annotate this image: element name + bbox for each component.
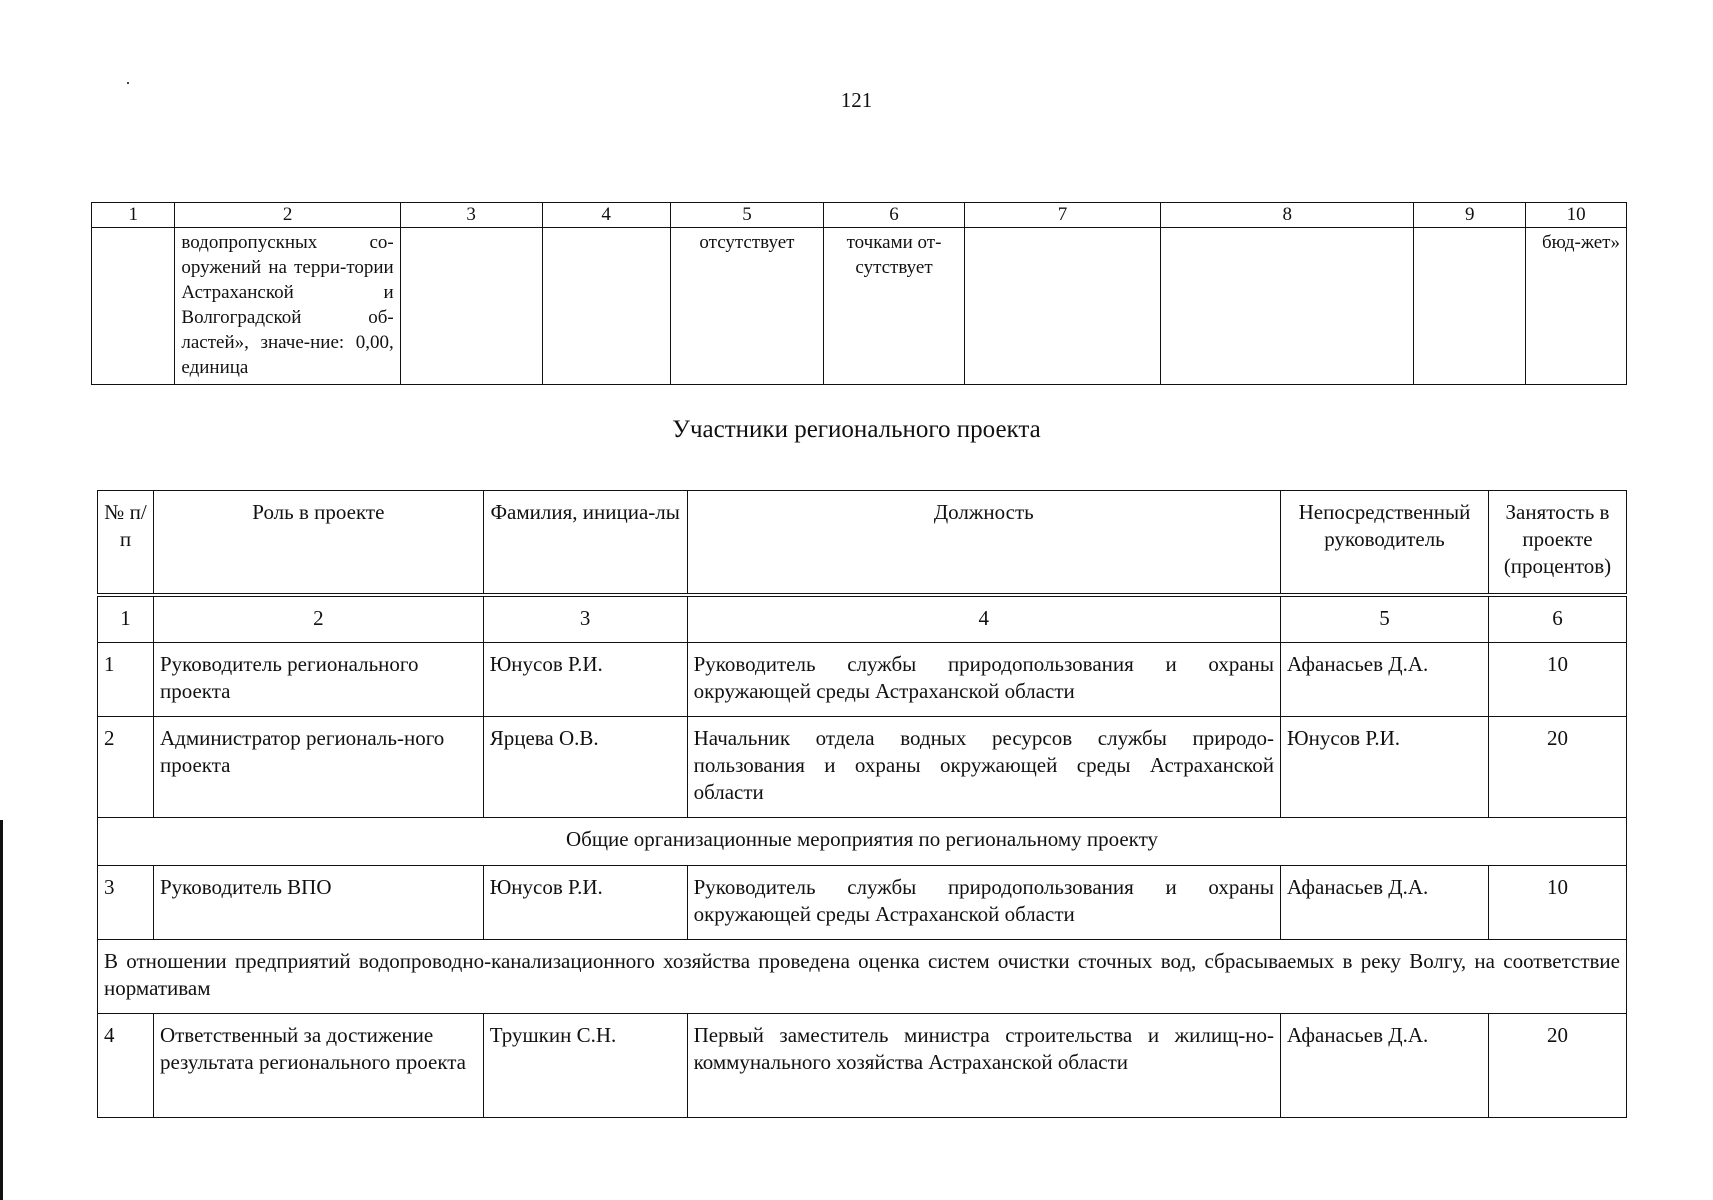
column-number-row bbox=[92, 203, 1627, 228]
section-band-row bbox=[98, 818, 1627, 866]
row-number: 1 bbox=[98, 643, 154, 717]
column-number: 9 bbox=[1414, 203, 1526, 228]
column-number: 10 bbox=[1526, 203, 1627, 228]
column-number: 3 bbox=[483, 595, 687, 643]
section-title: Участники регионального проекта bbox=[672, 416, 1041, 443]
column-header: Должность bbox=[687, 491, 1280, 596]
section-band: Общие организационные мероприятия по региональному проекту bbox=[98, 818, 1627, 866]
table-cell bbox=[964, 228, 1160, 385]
table-cell: бюд-жет» bbox=[1526, 228, 1627, 385]
table-row bbox=[98, 643, 1627, 717]
table-cell bbox=[1161, 228, 1414, 385]
name-cell: Юнусов Р.И. bbox=[483, 643, 687, 717]
role-cell: Ответственный за достижение результата регионального проекта bbox=[153, 1014, 483, 1118]
percent-cell: 20 bbox=[1488, 1014, 1626, 1118]
name-cell: Ярцева О.В. bbox=[483, 717, 687, 818]
name-cell: Трушкин С.Н. bbox=[483, 1014, 687, 1118]
column-number: 1 bbox=[98, 595, 154, 643]
table-cell: точками от-сутствует bbox=[824, 228, 965, 385]
column-number: 5 bbox=[670, 203, 824, 228]
role-cell: Администратор региональ-ного проекта bbox=[153, 717, 483, 818]
table-cell bbox=[92, 228, 175, 385]
position-cell: Первый заместитель министра строительства и жилищ-но-коммунального хозяйства Астраханской области bbox=[687, 1014, 1280, 1118]
percent-cell: 10 bbox=[1488, 866, 1626, 940]
table-cell bbox=[542, 228, 670, 385]
table-cell: отсутствует bbox=[670, 228, 824, 385]
participants-table bbox=[97, 490, 1627, 1118]
column-number: 5 bbox=[1281, 595, 1489, 643]
header-row bbox=[98, 491, 1627, 596]
column-header: Роль в проекте bbox=[153, 491, 483, 596]
position-cell: Руководитель службы природопользования и охраны окружающей среды Астраханской области bbox=[687, 643, 1280, 717]
percent-cell: 20 bbox=[1488, 717, 1626, 818]
scan-speck bbox=[127, 82, 129, 84]
column-number: 4 bbox=[542, 203, 670, 228]
column-number: 4 bbox=[687, 595, 1280, 643]
role-cell: Руководитель регионального проекта bbox=[153, 643, 483, 717]
manager-cell: Афанасьев Д.А. bbox=[1281, 643, 1489, 717]
row-number: 2 bbox=[98, 717, 154, 818]
percent-cell: 10 bbox=[1488, 643, 1626, 717]
column-header: Непосредственный руководитель bbox=[1281, 491, 1489, 596]
column-number: 2 bbox=[153, 595, 483, 643]
continuation-table bbox=[91, 202, 1627, 385]
position-cell: Руководитель службы природопользования и охраны окружающей среды Астраханской области bbox=[687, 866, 1280, 940]
section-band: В отношении предприятий водопроводно-канализационного хозяйства проведена оценка систем очистки сточных вод, сбрасываемых в реку Волгу, на соответствие нормативам bbox=[98, 940, 1627, 1014]
table-row bbox=[98, 717, 1627, 818]
column-number: 6 bbox=[824, 203, 965, 228]
row-number: 4 bbox=[98, 1014, 154, 1118]
position-cell: Начальник отдела водных ресурсов службы природо-пользования и охраны окружающей среды Астраханской области bbox=[687, 717, 1280, 818]
manager-cell: Афанасьев Д.А. bbox=[1281, 1014, 1489, 1118]
scan-edge-line bbox=[0, 820, 3, 1200]
table-row bbox=[98, 1014, 1627, 1118]
table-cell bbox=[1414, 228, 1526, 385]
column-number: 8 bbox=[1161, 203, 1414, 228]
column-number: 7 bbox=[964, 203, 1160, 228]
column-number-row bbox=[98, 595, 1627, 643]
table-row bbox=[98, 866, 1627, 940]
column-header: № п/п bbox=[98, 491, 154, 596]
manager-cell: Юнусов Р.И. bbox=[1281, 717, 1489, 818]
indicator-description: водопропускных со-оружений на терри-тории Астраханской и Волгоградской об-ластей», значе-ние: 0,00, единица bbox=[175, 228, 400, 385]
column-number: 3 bbox=[400, 203, 542, 228]
table-cell bbox=[400, 228, 542, 385]
column-number: 6 bbox=[1488, 595, 1626, 643]
row-number: 3 bbox=[98, 866, 154, 940]
role-cell: Руководитель ВПО bbox=[153, 866, 483, 940]
column-number: 1 bbox=[92, 203, 175, 228]
table-row bbox=[92, 228, 1627, 385]
column-header: Фамилия, инициа-лы bbox=[483, 491, 687, 596]
name-cell: Юнусов Р.И. bbox=[483, 866, 687, 940]
column-header: Занятость в проекте (процентов) bbox=[1488, 491, 1626, 596]
page-number: 121 bbox=[840, 88, 873, 112]
column-number: 2 bbox=[175, 203, 400, 228]
manager-cell: Афанасьев Д.А. bbox=[1281, 866, 1489, 940]
section-band-row bbox=[98, 940, 1627, 1014]
